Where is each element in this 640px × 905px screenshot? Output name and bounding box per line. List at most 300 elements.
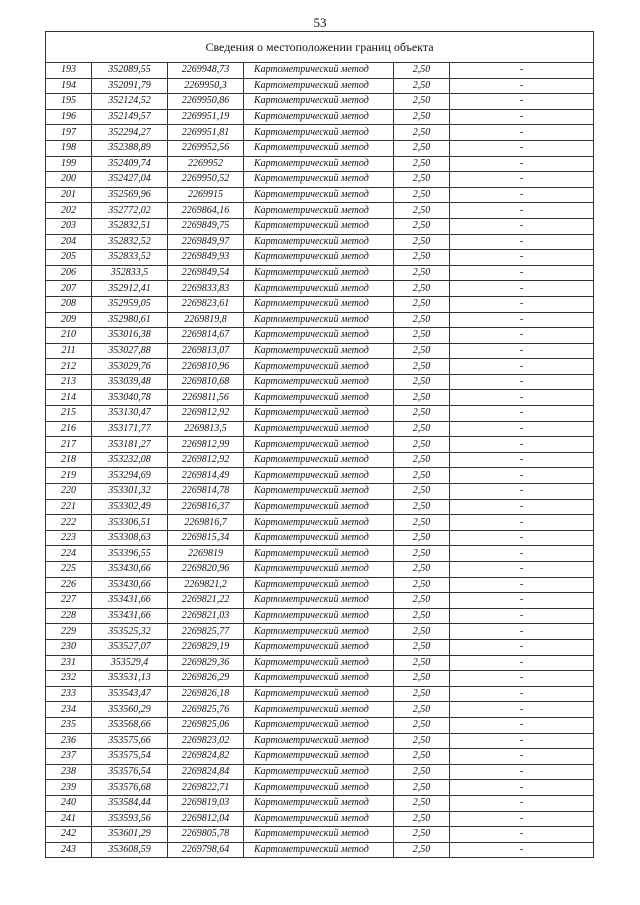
accuracy-cell: 2,50 — [394, 140, 450, 156]
x-coordinate-cell: 353171,77 — [92, 421, 168, 437]
description-cell: - — [450, 125, 594, 141]
y-coordinate-cell: 2269829,36 — [168, 655, 244, 671]
x-coordinate-cell: 352388,89 — [92, 140, 168, 156]
method-cell: Картометрический метод — [244, 406, 394, 422]
y-coordinate-cell: 2269951,81 — [168, 125, 244, 141]
method-cell: Картометрический метод — [244, 593, 394, 609]
description-cell: - — [450, 499, 594, 515]
x-coordinate-cell: 352833,52 — [92, 250, 168, 266]
x-coordinate-cell: 353527,07 — [92, 639, 168, 655]
description-cell: - — [450, 296, 594, 312]
x-coordinate-cell: 353294,69 — [92, 468, 168, 484]
description-cell: - — [450, 281, 594, 297]
y-coordinate-cell: 2269833,83 — [168, 281, 244, 297]
description-cell: - — [450, 218, 594, 234]
method-cell: Картометрический метод — [244, 484, 394, 500]
x-coordinate-cell: 353302,49 — [92, 499, 168, 515]
table-row — [46, 406, 594, 422]
table-row — [46, 827, 594, 843]
point-number-cell: 236 — [46, 733, 92, 749]
x-coordinate-cell: 353308,63 — [92, 530, 168, 546]
accuracy-cell: 2,50 — [394, 764, 450, 780]
table-row — [46, 562, 594, 578]
point-number-cell: 235 — [46, 717, 92, 733]
description-cell: - — [450, 717, 594, 733]
table-row — [46, 842, 594, 858]
table-row — [46, 172, 594, 188]
y-coordinate-cell: 2269813,07 — [168, 343, 244, 359]
y-coordinate-cell: 2269814,78 — [168, 484, 244, 500]
table-row — [46, 374, 594, 390]
y-coordinate-cell: 2269826,18 — [168, 686, 244, 702]
description-cell: - — [450, 312, 594, 328]
point-number-cell: 207 — [46, 281, 92, 297]
page-number: 53 — [313, 15, 327, 30]
x-coordinate-cell: 353040,78 — [92, 390, 168, 406]
x-coordinate-cell: 352832,52 — [92, 234, 168, 250]
description-cell: - — [450, 421, 594, 437]
accuracy-cell: 2,50 — [394, 515, 450, 531]
x-coordinate-cell: 353576,68 — [92, 780, 168, 796]
accuracy-cell: 2,50 — [394, 390, 450, 406]
method-cell: Картометрический метод — [244, 530, 394, 546]
x-coordinate-cell: 353430,66 — [92, 577, 168, 593]
method-cell: Картометрический метод — [244, 811, 394, 827]
x-coordinate-cell: 353584,44 — [92, 795, 168, 811]
point-number-cell: 221 — [46, 499, 92, 515]
accuracy-cell: 2,50 — [394, 827, 450, 843]
y-coordinate-cell: 2269819,03 — [168, 795, 244, 811]
accuracy-cell: 2,50 — [394, 437, 450, 453]
accuracy-cell: 2,50 — [394, 187, 450, 203]
x-coordinate-cell: 353601,29 — [92, 827, 168, 843]
table-row — [46, 639, 594, 655]
accuracy-cell: 2,50 — [394, 374, 450, 390]
accuracy-cell: 2,50 — [394, 484, 450, 500]
point-number-cell: 212 — [46, 359, 92, 375]
x-coordinate-cell: 352124,52 — [92, 94, 168, 110]
table-row — [46, 125, 594, 141]
method-cell: Картометрический метод — [244, 94, 394, 110]
point-number-cell: 194 — [46, 78, 92, 94]
description-cell: - — [450, 109, 594, 125]
description-cell: - — [450, 78, 594, 94]
y-coordinate-cell: 2269822,71 — [168, 780, 244, 796]
point-number-cell: 205 — [46, 250, 92, 266]
y-coordinate-cell: 2269812,92 — [168, 452, 244, 468]
description-cell: - — [450, 780, 594, 796]
method-cell: Картометрический метод — [244, 842, 394, 858]
x-coordinate-cell: 353568,66 — [92, 717, 168, 733]
x-coordinate-cell: 353576,54 — [92, 764, 168, 780]
x-coordinate-cell: 353431,66 — [92, 593, 168, 609]
method-cell: Картометрический метод — [244, 187, 394, 203]
accuracy-cell: 2,50 — [394, 265, 450, 281]
accuracy-cell: 2,50 — [394, 733, 450, 749]
accuracy-cell: 2,50 — [394, 125, 450, 141]
accuracy-cell: 2,50 — [394, 109, 450, 125]
table-row — [46, 530, 594, 546]
point-number-cell: 240 — [46, 795, 92, 811]
table-row — [46, 811, 594, 827]
description-cell: - — [450, 328, 594, 344]
description-cell: - — [450, 593, 594, 609]
x-coordinate-cell: 353430,66 — [92, 562, 168, 578]
method-cell: Картометрический метод — [244, 281, 394, 297]
y-coordinate-cell: 2269816,7 — [168, 515, 244, 531]
table-row — [46, 218, 594, 234]
method-cell: Картометрический метод — [244, 421, 394, 437]
method-cell: Картометрический метод — [244, 655, 394, 671]
y-coordinate-cell: 2269823,02 — [168, 733, 244, 749]
description-cell: - — [450, 250, 594, 266]
x-coordinate-cell: 353130,47 — [92, 406, 168, 422]
table-row — [46, 140, 594, 156]
y-coordinate-cell: 2269950,52 — [168, 172, 244, 188]
method-cell: Картометрический метод — [244, 328, 394, 344]
point-number-cell: 232 — [46, 671, 92, 687]
description-cell: - — [450, 655, 594, 671]
point-number-cell: 209 — [46, 312, 92, 328]
table-row — [46, 359, 594, 375]
y-coordinate-cell: 2269950,3 — [168, 78, 244, 94]
point-number-cell: 215 — [46, 406, 92, 422]
y-coordinate-cell: 2269826,29 — [168, 671, 244, 687]
method-cell: Картометрический метод — [244, 374, 394, 390]
description-cell: - — [450, 94, 594, 110]
y-coordinate-cell: 2269819 — [168, 546, 244, 562]
method-cell: Картометрический метод — [244, 234, 394, 250]
table-row — [46, 437, 594, 453]
y-coordinate-cell: 2269821,03 — [168, 608, 244, 624]
description-cell: - — [450, 577, 594, 593]
x-coordinate-cell: 353525,32 — [92, 624, 168, 640]
point-number-cell: 201 — [46, 187, 92, 203]
x-coordinate-cell: 352832,51 — [92, 218, 168, 234]
description-cell: - — [450, 624, 594, 640]
y-coordinate-cell: 2269812,92 — [168, 406, 244, 422]
point-number-cell: 229 — [46, 624, 92, 640]
point-number-cell: 238 — [46, 764, 92, 780]
y-coordinate-cell: 2269824,84 — [168, 764, 244, 780]
point-number-cell: 211 — [46, 343, 92, 359]
description-cell: - — [450, 187, 594, 203]
point-number-cell: 206 — [46, 265, 92, 281]
table-row — [46, 593, 594, 609]
description-cell: - — [450, 468, 594, 484]
method-cell: Картометрический метод — [244, 359, 394, 375]
accuracy-cell: 2,50 — [394, 562, 450, 578]
accuracy-cell: 2,50 — [394, 234, 450, 250]
table-row — [46, 671, 594, 687]
x-coordinate-cell: 353543,47 — [92, 686, 168, 702]
x-coordinate-cell: 353431,66 — [92, 608, 168, 624]
description-cell: - — [450, 749, 594, 765]
y-coordinate-cell: 2269814,67 — [168, 328, 244, 344]
point-number-cell: 224 — [46, 546, 92, 562]
accuracy-cell: 2,50 — [394, 250, 450, 266]
table-row — [46, 686, 594, 702]
x-coordinate-cell: 353306,51 — [92, 515, 168, 531]
accuracy-cell: 2,50 — [394, 577, 450, 593]
table-row — [46, 328, 594, 344]
description-cell: - — [450, 265, 594, 281]
accuracy-cell: 2,50 — [394, 671, 450, 687]
point-number-cell: 195 — [46, 94, 92, 110]
description-cell: - — [450, 546, 594, 562]
boundary-table-container — [45, 31, 593, 858]
y-coordinate-cell: 2269811,56 — [168, 390, 244, 406]
y-coordinate-cell: 2269815,34 — [168, 530, 244, 546]
accuracy-cell: 2,50 — [394, 296, 450, 312]
table-row — [46, 390, 594, 406]
point-number-cell: 225 — [46, 562, 92, 578]
method-cell: Картометрический метод — [244, 795, 394, 811]
point-number-cell: 199 — [46, 156, 92, 172]
y-coordinate-cell: 2269829,19 — [168, 639, 244, 655]
accuracy-cell: 2,50 — [394, 717, 450, 733]
x-coordinate-cell: 352569,96 — [92, 187, 168, 203]
accuracy-cell: 2,50 — [394, 655, 450, 671]
accuracy-cell: 2,50 — [394, 63, 450, 79]
y-coordinate-cell: 2269814,49 — [168, 468, 244, 484]
x-coordinate-cell: 352772,02 — [92, 203, 168, 219]
table-row — [46, 187, 594, 203]
method-cell: Картометрический метод — [244, 312, 394, 328]
description-cell: - — [450, 639, 594, 655]
table-body — [46, 63, 594, 858]
point-number-cell: 196 — [46, 109, 92, 125]
x-coordinate-cell: 353027,88 — [92, 343, 168, 359]
method-cell: Картометрический метод — [244, 686, 394, 702]
description-cell: - — [450, 686, 594, 702]
x-coordinate-cell: 352091,79 — [92, 78, 168, 94]
x-coordinate-cell: 353608,59 — [92, 842, 168, 858]
x-coordinate-cell: 353029,76 — [92, 359, 168, 375]
point-number-cell: 198 — [46, 140, 92, 156]
table-row — [46, 94, 594, 110]
table-row — [46, 452, 594, 468]
method-cell: Картометрический метод — [244, 671, 394, 687]
y-coordinate-cell: 2269849,97 — [168, 234, 244, 250]
accuracy-cell: 2,50 — [394, 795, 450, 811]
description-cell: - — [450, 733, 594, 749]
table-row — [46, 624, 594, 640]
accuracy-cell: 2,50 — [394, 749, 450, 765]
y-coordinate-cell: 2269805,78 — [168, 827, 244, 843]
table-row — [46, 515, 594, 531]
method-cell: Картометрический метод — [244, 63, 394, 79]
point-number-cell: 226 — [46, 577, 92, 593]
accuracy-cell: 2,50 — [394, 811, 450, 827]
y-coordinate-cell: 2269849,54 — [168, 265, 244, 281]
description-cell: - — [450, 608, 594, 624]
accuracy-cell: 2,50 — [394, 156, 450, 172]
method-cell: Картометрический метод — [244, 452, 394, 468]
accuracy-cell: 2,50 — [394, 343, 450, 359]
x-coordinate-cell: 353560,29 — [92, 702, 168, 718]
table-row — [46, 109, 594, 125]
description-cell: - — [450, 172, 594, 188]
table-row — [46, 484, 594, 500]
table-row — [46, 421, 594, 437]
description-cell: - — [450, 530, 594, 546]
point-number-cell: 214 — [46, 390, 92, 406]
y-coordinate-cell: 2269950,86 — [168, 94, 244, 110]
point-number-cell: 233 — [46, 686, 92, 702]
method-cell: Картометрический метод — [244, 390, 394, 406]
point-number-cell: 242 — [46, 827, 92, 843]
table-row — [46, 749, 594, 765]
y-coordinate-cell: 2269812,04 — [168, 811, 244, 827]
table-row — [46, 702, 594, 718]
x-coordinate-cell: 353593,56 — [92, 811, 168, 827]
method-cell: Картометрический метод — [244, 702, 394, 718]
table-row — [46, 577, 594, 593]
accuracy-cell: 2,50 — [394, 702, 450, 718]
table-row — [46, 281, 594, 297]
y-coordinate-cell: 2269798,64 — [168, 842, 244, 858]
description-cell: - — [450, 156, 594, 172]
method-cell: Картометрический метод — [244, 343, 394, 359]
table-row — [46, 250, 594, 266]
accuracy-cell: 2,50 — [394, 359, 450, 375]
accuracy-cell: 2,50 — [394, 842, 450, 858]
point-number-cell: 239 — [46, 780, 92, 796]
x-coordinate-cell: 353575,54 — [92, 749, 168, 765]
x-coordinate-cell: 352409,74 — [92, 156, 168, 172]
point-number-cell: 230 — [46, 639, 92, 655]
description-cell: - — [450, 343, 594, 359]
x-coordinate-cell: 353039,48 — [92, 374, 168, 390]
table-row — [46, 733, 594, 749]
method-cell: Картометрический метод — [244, 608, 394, 624]
description-cell: - — [450, 671, 594, 687]
accuracy-cell: 2,50 — [394, 639, 450, 655]
method-cell: Картометрический метод — [244, 78, 394, 94]
y-coordinate-cell: 2269864,16 — [168, 203, 244, 219]
method-cell: Картометрический метод — [244, 749, 394, 765]
table-title: Сведения о местоположении границ объекта — [46, 32, 594, 63]
accuracy-cell: 2,50 — [394, 281, 450, 297]
table-row — [46, 78, 594, 94]
method-cell: Картометрический метод — [244, 125, 394, 141]
table-row — [46, 234, 594, 250]
table-row — [46, 764, 594, 780]
method-cell: Картометрический метод — [244, 203, 394, 219]
table-row — [46, 795, 594, 811]
method-cell: Картометрический метод — [244, 468, 394, 484]
x-coordinate-cell: 352912,41 — [92, 281, 168, 297]
description-cell: - — [450, 811, 594, 827]
x-coordinate-cell: 353531,13 — [92, 671, 168, 687]
y-coordinate-cell: 2269813,5 — [168, 421, 244, 437]
y-coordinate-cell: 2269820,96 — [168, 562, 244, 578]
y-coordinate-cell: 2269810,96 — [168, 359, 244, 375]
method-cell: Картометрический метод — [244, 437, 394, 453]
table-row — [46, 655, 594, 671]
y-coordinate-cell: 2269915 — [168, 187, 244, 203]
description-cell: - — [450, 406, 594, 422]
method-cell: Картометрический метод — [244, 577, 394, 593]
x-coordinate-cell: 352089,55 — [92, 63, 168, 79]
description-cell: - — [450, 359, 594, 375]
x-coordinate-cell: 353529,4 — [92, 655, 168, 671]
point-number-cell: 237 — [46, 749, 92, 765]
point-number-cell: 222 — [46, 515, 92, 531]
method-cell: Картометрический метод — [244, 156, 394, 172]
method-cell: Картометрический метод — [244, 218, 394, 234]
x-coordinate-cell: 352427,04 — [92, 172, 168, 188]
method-cell: Картометрический метод — [244, 639, 394, 655]
y-coordinate-cell: 2269849,75 — [168, 218, 244, 234]
x-coordinate-cell: 352833,5 — [92, 265, 168, 281]
description-cell: - — [450, 140, 594, 156]
description-cell: - — [450, 562, 594, 578]
table-row — [46, 63, 594, 79]
boundary-table — [45, 31, 594, 858]
table-row — [46, 343, 594, 359]
method-cell: Картометрический метод — [244, 265, 394, 281]
y-coordinate-cell: 2269825,77 — [168, 624, 244, 640]
y-coordinate-cell: 2269816,37 — [168, 499, 244, 515]
description-cell: - — [450, 484, 594, 500]
point-number-cell: 227 — [46, 593, 92, 609]
accuracy-cell: 2,50 — [394, 452, 450, 468]
point-number-cell: 220 — [46, 484, 92, 500]
x-coordinate-cell: 353016,38 — [92, 328, 168, 344]
y-coordinate-cell: 2269821,22 — [168, 593, 244, 609]
y-coordinate-cell: 2269810,68 — [168, 374, 244, 390]
description-cell: - — [450, 203, 594, 219]
accuracy-cell: 2,50 — [394, 421, 450, 437]
table-row — [46, 717, 594, 733]
method-cell: Картометрический метод — [244, 515, 394, 531]
point-number-cell: 216 — [46, 421, 92, 437]
accuracy-cell: 2,50 — [394, 608, 450, 624]
x-coordinate-cell: 352149,57 — [92, 109, 168, 125]
x-coordinate-cell: 353396,55 — [92, 546, 168, 562]
method-cell: Картометрический метод — [244, 172, 394, 188]
method-cell: Картометрический метод — [244, 562, 394, 578]
point-number-cell: 241 — [46, 811, 92, 827]
y-coordinate-cell: 2269825,76 — [168, 702, 244, 718]
accuracy-cell: 2,50 — [394, 686, 450, 702]
y-coordinate-cell: 2269823,61 — [168, 296, 244, 312]
table-row — [46, 468, 594, 484]
y-coordinate-cell: 2269812,99 — [168, 437, 244, 453]
table-row — [46, 780, 594, 796]
point-number-cell: 200 — [46, 172, 92, 188]
accuracy-cell: 2,50 — [394, 530, 450, 546]
accuracy-cell: 2,50 — [394, 203, 450, 219]
accuracy-cell: 2,50 — [394, 78, 450, 94]
method-cell: Картометрический метод — [244, 764, 394, 780]
description-cell: - — [450, 390, 594, 406]
method-cell: Картометрический метод — [244, 717, 394, 733]
description-cell: - — [450, 842, 594, 858]
y-coordinate-cell: 2269825,06 — [168, 717, 244, 733]
accuracy-cell: 2,50 — [394, 593, 450, 609]
method-cell: Картометрический метод — [244, 624, 394, 640]
description-cell: - — [450, 827, 594, 843]
y-coordinate-cell: 2269951,19 — [168, 109, 244, 125]
point-number-cell: 213 — [46, 374, 92, 390]
table-row — [46, 499, 594, 515]
point-number-cell: 197 — [46, 125, 92, 141]
accuracy-cell: 2,50 — [394, 780, 450, 796]
description-cell: - — [450, 764, 594, 780]
